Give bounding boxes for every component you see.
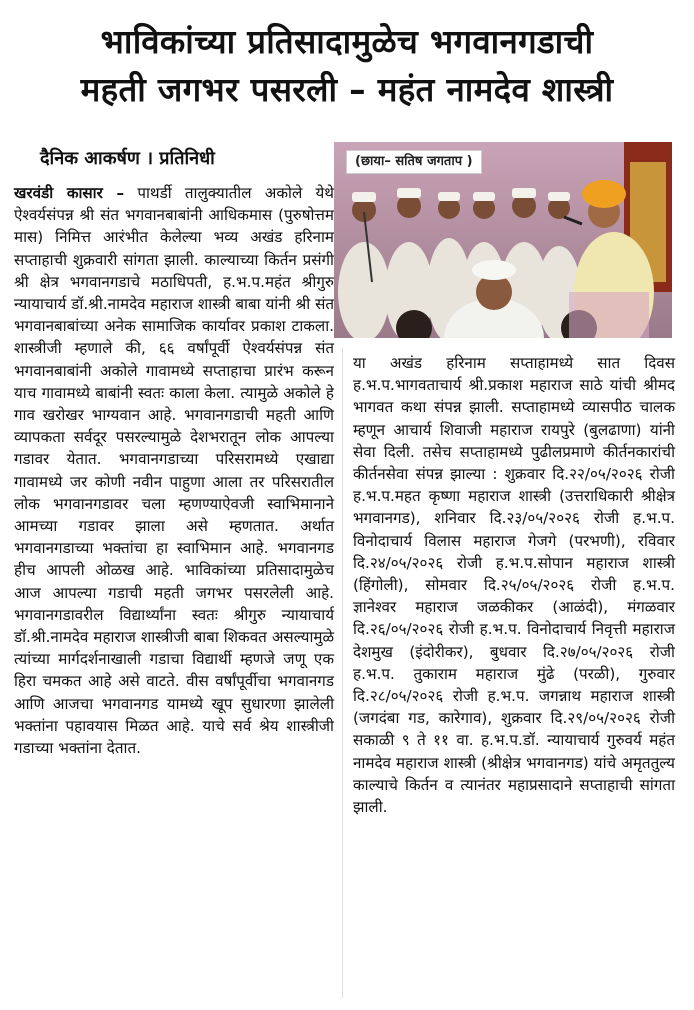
- headline-line-1: भाविकांच्या प्रतिसादामुळेच भगवानगडाची: [100, 22, 594, 61]
- headline-line-2: महती जगभर पसरली – महंत नामदेव शास्त्री: [80, 70, 614, 109]
- dateline: खरवंडी कासार –: [14, 184, 125, 202]
- article-text-left: पाथर्डी तालुक्यातील अकोले येथे ऐश्वर्यसंपन्न श्री संत भगवानबाबांनी आधिकमास (पुरुषोत्तम मास) निमित्त आरंभीत केलेल्या भव्य अखंड हरिनाम सप्ताहाची शुक्रवारी सांगता झाली. काल्याच्या किर्तन प्रसंगी श्री क्षेत्र भगवानगडाचे मठाधिपती, ह.भ.प.महंत श्रीगुरु न्यायाचार्य डॉ.श्री.नामदेव महाराज शास्त्री बाबा यांनी श्री संत भगवानबाबांच्या अनेक सामाजिक कार्यावर प्रकाश टाकला. शास्त्रीजी म्हणाले की, ६६ वर्षांपूर्वी ऐश्वर्यसंपन्न संत भगवानबाबांनी अकोले गावामध्ये सप्ताहाचा प्रारंभ करून याच गावामध्ये बाबांनी स्वतः काला केला. त्यामुळे अकोले हे गाव खरोखर भाग्यवान आहे. भगवानगडाची महती आणि व्यापकता सर्वदूर पसरल्यामुळे देशभरातून लोक आपल्या गडावर येतात. भगवानगडाच्या परिसरामध्ये एखाद्या गावामध्ये जर कोणी नवीन पाहुणा आला तर परिसरातील लोक भगवानगडावर चला म्हणण्याऐवजी स्वाभिमानाने आमच्या गडावर झाला असे म्हणतात. अर्थात भगवानगडाच्या भक्तांचा हा स्वाभिमान आहे. भगवानगड हीच आपली ओळख आहे. भाविकांच्या प्रतिसादामुळेच आज आपल्या गडाची महती जगभर पसरलेली आहे. भगवानगडावरील विद्यार्थ्यांना स्वतः श्रीगुरु न्यायाचार्य डॉ.श्री.नामदेव महाराज शास्त्रीजी बाबा शिकवत असल्यामुळे त्यांच्या मार्गदर्शनाखाली गडाचा विद्यार्थी म्हणजे जणू एक हिरा चमकत आहे असे वाटते. वीस वर्षांपूर्वीचा भगवानगड आणि आजचा भगवानगड यामध्ये खूप सुधारणा झालेली भक्तांना पहावयास मिळत आहे. याचे सर्व श्रेय शास्त्रीजी गडाच्या भक्तांना देतात.: [14, 184, 334, 758]
- article-column-right: [353, 352, 675, 818]
- article-column-left: [14, 182, 334, 759]
- column-divider: [342, 348, 343, 998]
- article-text-right: या अखंड हरिनाम सप्ताहामध्ये सात दिवस ह.भ.प.भागवताचार्य श्री.प्रकाश महाराज साठे यांची श्रीमद भागवत कथा संपन्न झाली. सप्ताहामध्ये व्यासपीठ चालक म्हणून आचार्य शिवाजी महाराज रायपुरे (बुलढाणा) यांनी सेवा दिली. तसेच सप्ताहामध्ये पुढीलप्रमाणे कीर्तनकारांची कीर्तनसेवा संपन्न झाल्या : शुक्रवार दि.२२/०५/२०२६ रोजी ह.भ.प.महत कृष्णा महाराज शास्त्री (उत्तराधिकारी श्रीक्षेत्र भगवानगड), शनिवार दि.२३/०५/२०२६ रोजी ह.भ.प. विनोदाचार्य विलास महाराज गेजगे (परभणी), रविवार दि.२४/०५/२०२६ रोजी ह.भ.प.सोपान महाराज शास्त्री (हिंगोली), सोमवार दि.२५/०५/२०२६ रोजी ह.भ.प. ज्ञानेश्वर महाराज जळकीकर (आळंदी), मंगळवार दि.२६/०५/२०२६ रोजी ह.भ.प. विनोदाचार्य निवृत्ती महाराज देशमुख (इंदोरीकर), बुधवार दि.२७/०५/२०२६ रोजी ह.भ.प. तुकाराम महाराज मुंढे (परळी), गुरुवार दि.२८/०५/२०२६ रोजी ह.भ.प. जगन्नाथ महाराज शास्त्री (जगदंबा गड, कारेगाव), शुक्रवार दि.२९/०५/२०२६ रोजी सकाळी ९ ते ११ वा. ह.भ.प.डॉ. न्यायाचार्य गुरुवर्य महंत नामदेव महाराज शास्त्री (श्रीक्षेत्र भगवानगड) यांचे अमृततुल्य काल्याचे किर्तन व त्यानंतर महाप्रसादाने सप्ताहाची सांगता झाली.: [353, 354, 675, 817]
- event-photo: [334, 142, 672, 338]
- headline: [0, 18, 694, 114]
- byline: दैनिक आकर्षण । प्रतिनिधी: [40, 148, 215, 169]
- photo-caption: (छाया– सतिष जगताप ): [346, 150, 482, 174]
